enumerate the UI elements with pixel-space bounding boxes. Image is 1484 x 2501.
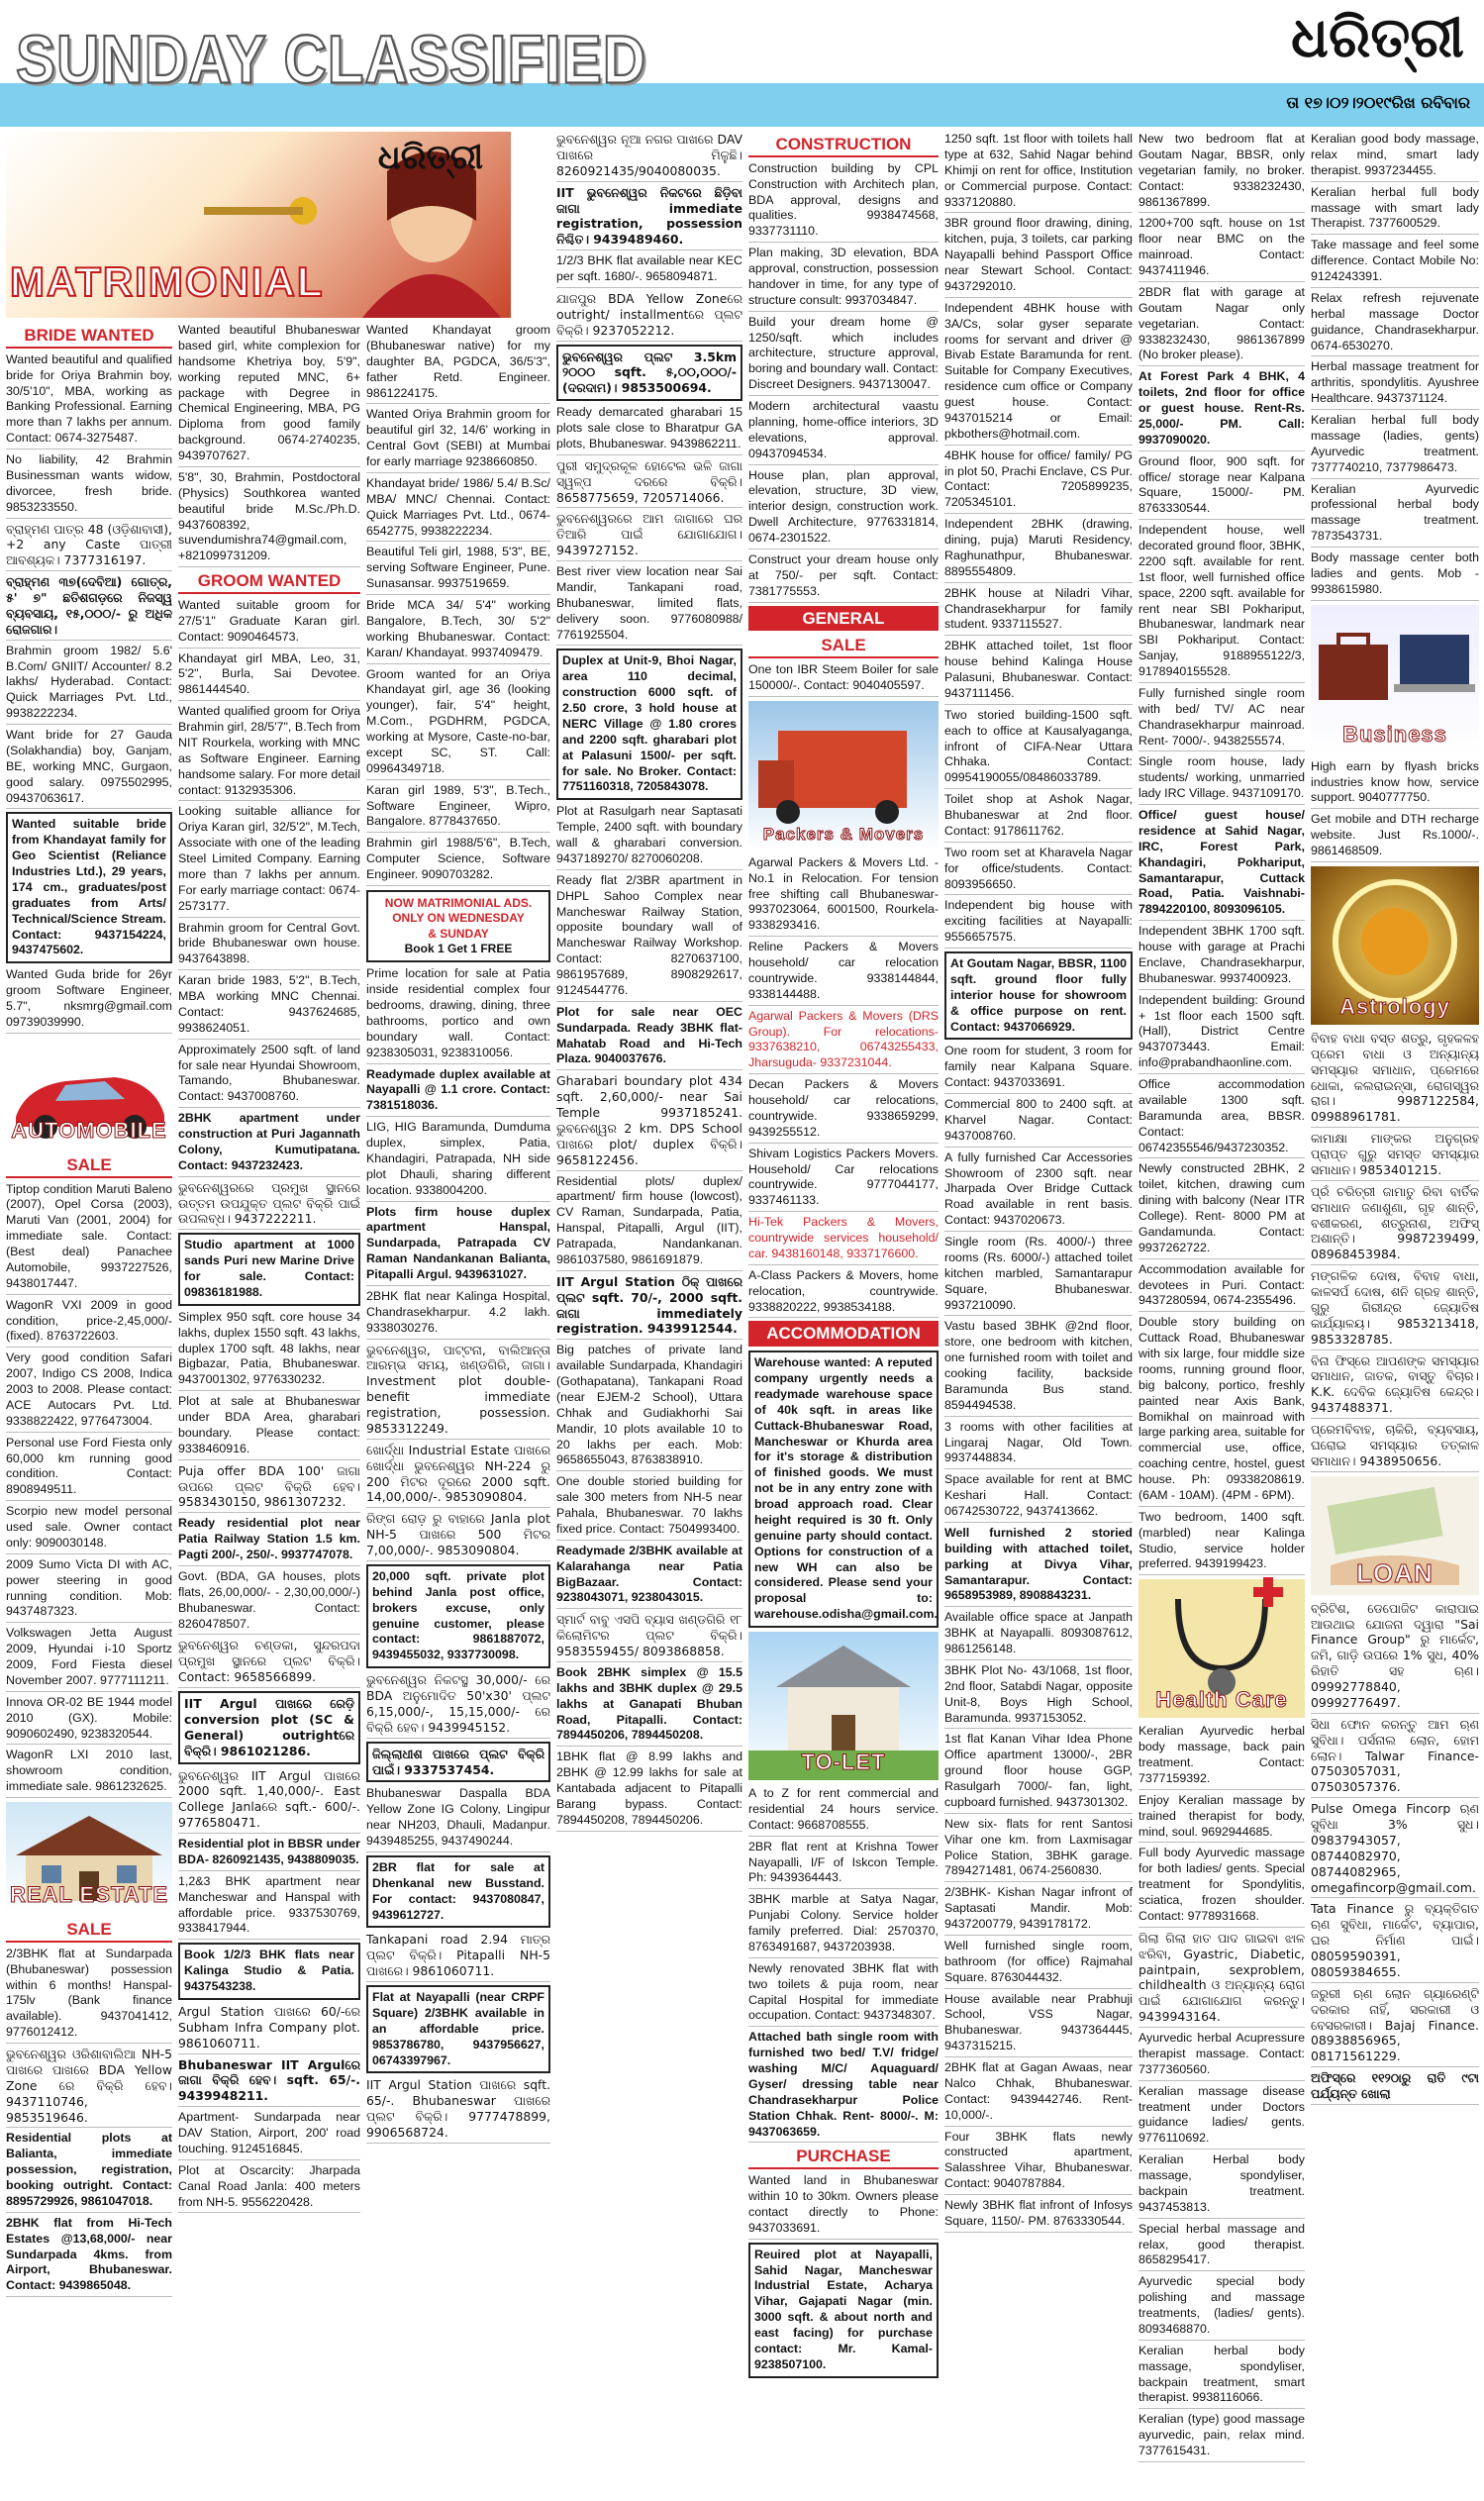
classified-ad: Two bedroom, 1400 sqft. (marbled) near Kalinga Studio, service holder preferred. 9439199423. bbox=[1138, 1510, 1305, 1576]
astrology-banner bbox=[1311, 866, 1479, 1025]
sale-heading: SALE bbox=[6, 1919, 172, 1943]
classified-ad: Wanted suitable bride from Khandayat family for Geo Scientist (Reliance Industries Ltd.), 29 years, 174 cm., graduates/post graduates from Arts/ Technical/Science Stream. Contact: 9437154224, 9437475602. bbox=[6, 812, 172, 963]
classified-ad: Want bride for 27 Gauda (Solakhandia) boy, Ganjam, BE, working MNC, Gurgaon, good salary. 0975502995, 09437063617. bbox=[6, 728, 172, 809]
classified-ad: Herbal massage treatment for arthritis, spondylitis. Ayushree Healthcare. 9437371124. bbox=[1311, 359, 1479, 410]
classified-ad: Fully furnished single room with bed/ TV/ AC near Chandrasekharpur mainroad. Rent- 7000/-. 9438255574. bbox=[1138, 686, 1305, 752]
classified-ad: 2/3BHK flat at Sundarpada (Bhubaneswar) possession within 6 months! Hanspal- 175lv (Bank finance available). 9437041412, 9776012412. bbox=[6, 1947, 172, 2044]
classified-ad: Attached bath single room with furnished two bed/ T.V/ fridge/ washing M/C/ Aquaguard/ Gyser/ dressing table near Chandrasekharpur Police Station Chhak. Rent- 8000/-. M: 9437063659. bbox=[748, 2030, 939, 2143]
classified-ad: Toilet shop at Ashok Nagar, Bhubaneswar at 2nd floor. Contact: 9178611762. bbox=[944, 792, 1133, 843]
classified-ad: Very good condition Safari 2007, Indigo CS 2008, Indica 2003 to 2008. Please contact: ACE Autocars Pvt. Ltd. 9338822422, 9776473004. bbox=[6, 1351, 172, 1432]
classified-ad: 2BHK flat at Gagan Awaas, near Nalco Chhak, Bhubaneswar. Contact: 9439442746. Rent- 10,000/-. bbox=[944, 2060, 1133, 2127]
classified-ad: Simplex 950 sqft. core house 34 lakhs, duplex 1550 sqft. 43 lakhs, duplex 1700 sqft. 48 lakhs, near Bigbazar, Patia, Bhubaneswar. 9437001302, 9776330232. bbox=[178, 1310, 360, 1391]
classified-ad: Hi-Tek Packers & Movers, countrywide services household/ car. 9438160148, 9337176600. bbox=[748, 1215, 939, 1265]
classified-ad: 5'8", 30, Brahmin, Postdoctoral (Physics) Southkorea wanted beautiful bride M.Sc./Ph.D. 9437608392, suvendumishra74@gmail.com, +821099731209. bbox=[178, 470, 360, 567]
classified-ad: Modern architectural vaastu planning, home-office interiors, 3D elevations, approval. 09437094534. bbox=[748, 399, 939, 465]
classified-ad: Wanted suitable groom for 27/5'1" Graduate Karan girl. Contact: 9090464573. bbox=[178, 598, 360, 649]
classified-ad: One room for student, 3 room for family near Kalpana Square. Contact: 9437033691. bbox=[944, 1044, 1133, 1094]
classified-ad: Personal use Ford Fiesta only 60,000 km running good condition. Contact: 8908949511. bbox=[6, 1436, 172, 1502]
astrology-label: Astrology bbox=[1339, 993, 1450, 1019]
classified-ad: New six- flats for rent Santosi Vihar one km. from Laxmisagar Police Station, 3BHK garage. 7894271481, 0674-2560830. bbox=[944, 1817, 1133, 1883]
classified-ad: Ready residential plot near Patia Railway Station 1.5 km. Pagti 200/-, 250/-. 9937747078. bbox=[178, 1516, 360, 1566]
loan-banner bbox=[1311, 1476, 1479, 1595]
classified-ad: 2BHK flat from Hi-Tech Estates @13,68,000/- near Sundarpada 4kms. from Airport, Bhubaneswar. Contact: 9439865048. bbox=[6, 2216, 172, 2297]
classified-ad: ବ୍ରିଟିଶ, ଡେପୋଜିଟ କାରାପାଇ ଆଉଥାଇ ଯୋଜନା ଦ୍ୱାରା "Sai Finance Group" ରୁ ମାର୍କେଟ, ଜମି, ଗାଡ଼ି ଉପରେ 1% ସୁଧ, 40% ରିହାତି ସହ ଋଣ। 09992778840, 09992776497. bbox=[1311, 1601, 1479, 1714]
classified-ad: Approximately 2500 sqft. of land for sale near Hyundai Showroom, Tamando, Bhubaneswar. Contact: 9437008760. bbox=[178, 1043, 360, 1109]
classified-ad: Keralian herbal full body massage with smart lady Therapist. 7377600529. bbox=[1311, 185, 1479, 236]
notice-line: & SUNDAY bbox=[428, 926, 489, 941]
classified-ad: Flat at Nayapalli (near CRPF Square) 2/3BHK available in an affordable price. 9853786780, 9437956627, 06743397967. bbox=[366, 1985, 550, 2073]
classified-ad: 20,000 sqft. private plot behind Janla post office, brokers excuse, only genuine customer, please contact: 9861887072, 9439455032, 9337730098. bbox=[366, 1564, 550, 1668]
classified-ad: Vastu based 3BHK @2nd floor, store, one bedroom with kitchen, one furnished room with toilet and cooking facility, backside Baramunda Bus stand. 8594494538. bbox=[944, 1319, 1133, 1416]
shehnai-pipe-icon bbox=[204, 207, 303, 215]
classified-ad: Tiptop condition Maruti Baleno (2007), Opel Corsa (2003), Maruti Van (2001, 2004) for immediate sale. Contact: (Best deal) Panachee Automobile, 9937227526, 9438017447. bbox=[6, 1182, 172, 1295]
classified-ad: Residential plots/ duplex/ apartment/ firm house (lowcost), CV Raman, Sundarpada, Patia, Hanspal, Pitapalli, Argul (IIT), Patrapada, Nandankanan. 9861037580, 9861691879. bbox=[556, 1174, 742, 1271]
classified-ad: Independent 3BHK 1700 sqft. house with garage at Prachi Enclave, Chandrasekharpur, Bhubaneswar. 9937400923. bbox=[1138, 924, 1305, 990]
classified-ad: 3BHK marble at Satya Nagar, Punjabi Colony. Service holder family preferred. Dial: 2570370, 8763491687, 9437203938. bbox=[748, 1892, 939, 1958]
sale-heading: SALE bbox=[6, 1154, 172, 1178]
classified-ad: Shivam Logistics Packers Movers. Household/ Car relocations countrywide. 9777044177, 9337461133. bbox=[748, 1147, 939, 1213]
classified-ad: Wanted beautiful Bhubaneswar based girl, white complexion for handsome Khetriya boy, 5'9", working reputed MNC, 6+ package with Degree in Chemical Engineering, MBA, PG Diploma from good family background. 0674-2740235, 9439707627. bbox=[178, 323, 360, 467]
bride-wanted-heading: BRIDE WANTED bbox=[6, 325, 172, 349]
classified-ad: IIT Argul Station ପାଖରେ sqft. 65/-. Bhubaneswar ପାଖରେ ପ୍ଲଟ ବିକ୍ରି। 9777478899, 9906568724. bbox=[366, 2077, 550, 2144]
classified-ad: ଜରୁରୀ ଋଣ ଲୋନ ଗ୍ୟାରେଣ୍ଟି ଦରକାର ନାହିଁ, ସରକାରୀ ଓ ବେସରକାରୀ। Bajaj Finance. 08938856965, 08171561229. bbox=[1311, 1986, 1479, 2067]
classified-ad: Puja offer BDA 100' ଜାଗା ଉପରେ ପ୍ଲଟ ବିକ୍ରି ହେବ। 9583430150, 9861307232. bbox=[178, 1463, 360, 1514]
classified-ad: Well furnished single room, bathroom (for office) Rajmahal Square. 8763044432. bbox=[944, 1939, 1133, 1989]
column-2 bbox=[178, 323, 360, 2501]
classified-ad: Take massage and feel some difference. Contact Mobile No: 9124243391. bbox=[1311, 238, 1479, 288]
classified-ad: New two bedroom flat at Goutam Nagar, BBSR, only vegetarian family, no broker. Contact: 9338232430, 9861367899. bbox=[1138, 132, 1305, 213]
classified-ad: 2BHK apartment under construction at Puri Jagannath Colony, Kumutipatana. Contact: 9437232423. bbox=[178, 1111, 360, 1177]
construction-heading: CONSTRUCTION bbox=[748, 134, 939, 157]
classified-ad: ପୁରୀ ସମୁଦ୍ରକୂଳ ହୋଟେଲ ଭଳି ଜାଗା ସ୍ୱଳ୍ପ ଦରରେ ବିକ୍ରି। 8658775659, 7205714066. bbox=[556, 458, 742, 509]
classified-ad: A to Z for rent commercial and residential 24 hours service. Contact: 9668708555. bbox=[748, 1786, 939, 1837]
classified-ad: 1st flat Kanan Vihar Idea Phone Office apartment 13000/-, 2BR ground floor house GGP, Rasulgarh 7000/- fan, light, cupboard furnished. 9437301302. bbox=[944, 1732, 1133, 1813]
classified-ad: Warehouse wanted: A reputed company urgently needs a readymade warehouse space of 40k sqft. in areas like Cuttack-Bhubaneswar Road, Mancheswar or Khurda area for it's storage & distribution of finished goods. We must not be in any entry zone with broad approach road. Clear height required is 30 ft. Only genuine party should contact. Options for construction of a new WH can also be considered. Please send your proposal to: warehouse.odisha@gmail.com. bbox=[748, 1351, 939, 1628]
matrimonial-offer-notice bbox=[366, 890, 550, 962]
classified-ad: Accommodation available for devotees in Puri. Contact: 9437280594, 0674-2355496. bbox=[1138, 1262, 1305, 1313]
classified-ad: House available near Prabhuji School, VSS Nagar, Bhubaneswar. 9437364445, 9437315215. bbox=[944, 1992, 1133, 2058]
automobile-label: AUTOMOBILE bbox=[11, 1117, 167, 1143]
classified-ad: Readymade duplex available at Nayapalli @ 1.1 crore. Contact: 7381518036. bbox=[366, 1067, 550, 1118]
business-label: Business bbox=[1342, 722, 1447, 748]
classified-ad: Well furnished 2 storied building with attached toilet, parking at Divya Vihar, Samantarapur. Contact: 9658953989, 8908843231. bbox=[944, 1526, 1133, 1607]
notice-line: ONLY ON WEDNESDAY bbox=[392, 911, 525, 926]
classified-ad: Plot at Oscarcity: Jharpada Canal Road Janla: 400 meters from NH-5. 9556220428. bbox=[178, 2163, 360, 2214]
classified-ad: 1200+700 sqft. house on 1st floor near BMC on the mainroad. Contact: 9437411946. bbox=[1138, 216, 1305, 282]
classified-ad: Relax refresh rejuvenate herbal massage Doctor guidance, Chandrasekharpur. 0674-6530270. bbox=[1311, 291, 1479, 357]
classified-ad: 2BDR flat with garage at Goutam Nagar only vegetarian. Contact: 9338232430, 9861367899 (No broker please). bbox=[1138, 285, 1305, 366]
column-3 bbox=[366, 323, 550, 2501]
classified-ad: ପ୍ରେମବିବାହ, ଚାକିରି, ବ୍ୟବସାୟ, ଘରୋଇ ସମସ୍ୟାର ତତ୍‌କାଳ ସମାଧାନ। 9438950656. bbox=[1311, 1422, 1479, 1472]
notice-line: Book 1 Get 1 FREE bbox=[404, 941, 513, 955]
classified-ad: Get mobile and DTH recharge website. Just Rs.1000/-. 9861468509. bbox=[1311, 812, 1479, 862]
classified-ad: Wanted qualified groom for Oriya Brahmin girl, 28/5'7", B.Tech from NIT Rourkela, working with MNC as Software Engineer. Earning handsome salary. For more detail contact: 9132935306. bbox=[178, 704, 360, 801]
column-8 bbox=[1311, 132, 1479, 2310]
classified-ad: Agarwal Packers & Movers Ltd. - No.1 in Relocation. For tension free shifting call Bhubaneswar- 9937023064, 6001500, Rourkela- 9338293416. bbox=[748, 855, 939, 937]
classified-ad: 2BR flat rent at Krishna Tower Nayapalli, I/F of Iskcon Temple. Ph: 9439364443. bbox=[748, 1840, 939, 1890]
to-let-label: TO-LET bbox=[801, 1749, 886, 1774]
classified-ad: Keralian (type) good massage ayurvedic, pain, relax mind. 7377615431. bbox=[1138, 2412, 1305, 2462]
classified-ad: Bride MCA 34/ 5'4" working Bangalore, B.Tech, 30/ 5'2" working Bhubaneswar. Contact: Karan/ Khandayat. 9937409479. bbox=[366, 598, 550, 664]
page-title: SUNDAY CLASSIFIED bbox=[16, 21, 647, 98]
classified-ad: IIT ଭୁବନେଶ୍ୱର ନିକଟରେ ଛିଡ଼ିବା ଜାଗା immediate registration, possession ନିଶ୍ଚିତ। 9439489460. bbox=[556, 185, 742, 251]
classified-ad: Gharabari boundary plot 434 sqft. 2,60,000/- near Sai Temple 9937185241. ଭୁବନେଶ୍ୱର 2 km. DPS School ପାଖରେ plot/ duplex ବିକ୍ରି। 9658122456. bbox=[556, 1073, 742, 1170]
matrimonial-logo: ଧରିତ୍ରୀ bbox=[377, 138, 483, 177]
footer-note: ଅଫିସ୍‌ରେ ୧୧୨ଠାରୁ ରାତି ୯ଟା ପର୍ଯ୍ୟନ୍ତ ଖୋଲା bbox=[1311, 2070, 1479, 2105]
column-6 bbox=[944, 132, 1133, 2310]
classified-ad: Tata Finance ରୁ ବ୍ୟକ୍ତିଗତ ଋଣ ସୁବିଧା, ମାର୍କେଟ, ବ୍ୟାପାର, ଘର ନିର୍ମାଣ ପାଇଁ। 08059590391, 08059384655. bbox=[1311, 1901, 1479, 1982]
classified-ad: Office/ guest house/ residence at Sahid Nagar, IRC, Forest Park, Khandagiri, Pokhariput, Samantarapur, Cuttack Road, Patia. Vaishnabi- 7894220100, 8093096105. bbox=[1138, 808, 1305, 921]
classified-ad: ସିଧା ଫୋନ କରନ୍ତୁ ଆମ ଋଣ ସୁବିଧା। ପର୍ସନାଲ ଲୋନ, ହୋମ ଲୋନ। Talwar Finance- 07503057031, 07503057376. bbox=[1311, 1717, 1479, 1798]
classified-ad: Body massage center both ladies and gents. Mob - 9938615980. bbox=[1311, 550, 1479, 601]
column-1 bbox=[6, 323, 172, 2501]
classified-ad: Construct your dream house only at 750/- per sqft. Contact: 7381775553. bbox=[748, 552, 939, 603]
classified-ad: WagonR LXI 2010 last, showroom condition, immediate sale. 9861232625. bbox=[6, 1748, 172, 1798]
classified-ad: Keralian herbal full body massage (ladies, gents) Ayurvedic treatment. 7377740210, 7377986473. bbox=[1311, 413, 1479, 479]
classified-ad: LIG, HIG Baramunda, Dumduma duplex, simplex, Patia, Khandagiri, Patrapada, NH side plot Dhauli, sharing different location. 9338004200. bbox=[366, 1120, 550, 1201]
classified-ad: ଯାଜପୁର BDA Yellow Zoneରେ outright/ installmentରେ ପ୍ଲଟ ବିକ୍ରି। 9237052212. bbox=[556, 291, 742, 342]
classified-ad: Ready demarcated gharabari 15 plots sale close to Bharatpur GA plots, Bhubaneswar. 9439862211. bbox=[556, 405, 742, 455]
classified-ad: Plots firm house duplex apartment Hanspal, Sundarpada, Patrapada CV Raman Nandankanan Balianta, Pitapalli Argul. 9439631027. bbox=[366, 1205, 550, 1286]
classified-ad: Single room (Rs. 4000/-) three rooms (Rs. 6000/-) attached toilet kitchen marbled, Samantarapur Square, Bhubaneswar. 9937210090. bbox=[944, 1235, 1133, 1316]
classified-ad: 1BHK flat @ 8.99 lakhs and 2BHK @ 12.99 lakhs for sale at Kantabada adjacent to Pitapalli Barang bypass. Contact: 7894450208, 7894450206. bbox=[556, 1750, 742, 1831]
classified-ad: ରିଙ୍ଗ ରୋଡ଼ ରୁ ବାହାରେ Janla plot NH-5 ପାଖରେ 500 ମିଟର 7,00,000/-. 9853090804. bbox=[366, 1511, 550, 1561]
classified-ad: ଭୁବନେଶ୍ୱର IIT Argul ପାଖରେ 2000 sqft. 1,40,000/-. East College Janlaରେ sqft.- 600/-. 9776580471. bbox=[178, 1768, 360, 1835]
classified-ad: ବ୍ରାହ୍ମଣ ପାତ୍ର 48 (ଓଡ଼ିଶାବାସୀ), +2 any Caste ପାତ୍ରୀ ଆବଶ୍ୟକ। 7377316197. bbox=[6, 522, 172, 572]
classified-ad: IIT Argul Station ଠିକ୍‌ ପାଖରେ ପ୍ଲଟ sqft. 70/-, 2000 sqft. ଜାଗା immediately registration. 9439912544. bbox=[556, 1274, 742, 1341]
real-estate-label: REAL ESTATE bbox=[9, 1881, 169, 1907]
classified-ad: No liability, 42 Brahmin Businessman wants widow, divorcee, fresh bride. 9853233550. bbox=[6, 452, 172, 519]
business-banner bbox=[1311, 605, 1479, 753]
classified-ad: Build your dream home @ 1250/sqft. which includes architecture, structure approval, boring and boundary wall. Contact: Discreet Designers. 9437130047. bbox=[748, 315, 939, 396]
classified-ad: Bhubaneswar IIT Argulରେ ଜାଗା ବିକ୍ରି ହେବ। sqft. 65/-. 9439948211. bbox=[178, 2057, 360, 2108]
matrimonial-banner bbox=[6, 132, 511, 318]
classified-ad: Beautiful Teli girl, 1988, 5'3", BE, serving Software Engineer, Pune. Sunasansar. 9937519659. bbox=[366, 545, 550, 595]
classified-ad: Reuired plot at Nayapalli, Sahid Nagar, Mancheswar Industrial Estate, Acharya Vihar, Gajapati Nagar (min. 3000 sqft. & about north and east facing) for purchase contact: Mr. Kamal- 9238507100. bbox=[748, 2243, 939, 2378]
accommodation-heading: ACCOMMODATION bbox=[748, 1321, 939, 1347]
classified-ad: One double storied building for sale 300 meters from NH-5 near Pahala, Bhubaneswar. 70 lakhs fixed price. Contact: 7504993400. bbox=[556, 1474, 742, 1541]
classified-ad: Wanted land in Bhubaneswar within 10 to 30km. Owners please contact directly to Phone: 9437033691. bbox=[748, 2173, 939, 2240]
classified-ad: IIT Argul ପାଖରେ ରେଡ଼ି conversion plot (SC & General) outrightରେ ବିକ୍ରି। 9861021286. bbox=[178, 1691, 360, 1764]
classified-ad: Scorpio new model personal used sale. Owner contact only: 9090030148. bbox=[6, 1504, 172, 1554]
classified-ad: ଭୁବନେଶ୍ୱରରେ ପ୍ରମୁଖ ସ୍ଥାନରେ ଉତ୍ତମ ଉପଯୁକ୍ତ ପ୍ଲଟ ବିକ୍ରି ପାଇଁ ଉପଲବ୍ଧ। 9437222211. bbox=[178, 1180, 360, 1231]
classified-ad: Plan making, 3D elevation, BDA approval, construction, possession handover in time, for any type of structure consult: 9937034847. bbox=[748, 246, 939, 312]
classified-ad: କାମାକ୍ଷା ମାଙ୍କର ଅନୁଗ୍ରହ ପ୍ରାପ୍ତ ଗୁରୁ ସମସ୍ତ ସମସ୍ୟାର ସମାଧାନ। 9853401215. bbox=[1311, 1131, 1479, 1181]
classified-ad: Commercial 800 to 2400 sqft. at Kharvel Nagar. Contact: 9437008760. bbox=[944, 1097, 1133, 1148]
classified-ad: 2009 Sumo Victa DI with AC, power steering in good running condition. Mob: 9437487323. bbox=[6, 1557, 172, 1624]
classified-ad: A-Class Packers & Movers, home relocation, countrywide. 9338820222, 9938534188. bbox=[748, 1268, 939, 1319]
classified-ad: 2BHK house at Niladri Vihar, Chandrasekharpur for family student. 9337115527. bbox=[944, 586, 1133, 637]
automobile-banner bbox=[6, 1038, 172, 1149]
classified-ad: Apartment- Sundarpada near DAV Station, Airport, 200' road touching. 9124516845. bbox=[178, 2110, 360, 2160]
classified-ad: Keralian herbal body massage, spondyliser, backpain treatment, smart therapist. 9938116066. bbox=[1138, 2344, 1305, 2410]
classified-ad: Double story building on Cuttack Road, Bhubaneswar with six large, four middle size rooms, running ground floor, big balcony, portico, freshly painted near Axis Bank, Bomikhal on mainroad with large parking area, suitable for commercial use, office, coaching centre, hostel, guest house. Ph: 09338208619. (6AM - 10AM). (4PM - 6PM). bbox=[1138, 1315, 1305, 1507]
classified-ad: Decan Packers & Movers household/ car relocations, countrywide. 9338659299, 9439255512. bbox=[748, 1077, 939, 1144]
classified-ad: Independent house, well decorated ground floor, 3BHK, 2200 sqft. available for rent. 1st floor, well furnished office space, 2200 sqft. available for rent near SBI Pokhariput, Bhubaneswar, landmark near SBI Pokhariput. Contact: Sanjay, 9188955122/3, 9178940155528. bbox=[1138, 523, 1305, 683]
classified-ad: ପ୍ରଁ ଚରିତ୍ରୀ ଜାମାତୁ ରିବା ବାର୍ତିକ ସମାଧାନ ଜଣାଶୁଣା, ଗୃହ ଶାନ୍ତି, ବଶୀକରଣ, ଶତ୍ରୁନାଶ, ଅଫିସ୍‌ ଅଶାନ୍ତି। 9987239499, 08968453984. bbox=[1311, 1184, 1479, 1265]
classified-ad: ଭୁବନେଶ୍ୱର ନୂଆ ନଗର ପାଖରେ DAV ପାଖରେ ମିଳୁଛି। 8260921435/9040080035. bbox=[556, 132, 742, 182]
classified-ad: 1/2/3 BHK flat available near KEC per sqft. 1680/-. 9658094871. bbox=[556, 253, 742, 288]
classified-ad: ବିବାହ ବାଧା ବସ୍ତ ଶତ୍ରୁ, ଗୃହକଳହ ପ୍ରେମ ବାଧା ଓ ଅନ୍ୟାନ୍ୟ ସମସ୍ୟାର ସମାଧାନ, ପ୍ରେମରେ ଧୋକା, କଲରାଇନ୍‌ସା, ରୋଗସ୍ୱର ରାଗ। 9987122584, 09988961781. bbox=[1311, 1031, 1479, 1128]
classified-ad: Special herbal massage and relax, good therapist. 8658295417. bbox=[1138, 2222, 1305, 2272]
classified-ad: Book 1/2/3 BHK flats near Kalinga Studio & Patia. 9437543238. bbox=[178, 1943, 360, 2000]
classified-ad: ଭୁବନେଶ୍ୱର, ପାଟ୍ଟନା, ବାଲିଆନ୍ତା ଆରମ୍ଭ ସମୟ, ଖଣ୍ଡଗିରି, ଜାଗା। Investment plot double- benefit immediate registration, possession. 9853312249. bbox=[366, 1343, 550, 1440]
classified-ad: At Goutam Nagar, BBSR, 1100 sqft. ground floor fully interior house for showroom & office purpose on rent. Contact: 9437066929. bbox=[944, 951, 1133, 1040]
classified-ad: Volkswagen Jetta August 2009, Hyundai i-10 Sportz 2009, Ford Fiesta diesel November 2007. 9777111211. bbox=[6, 1626, 172, 1692]
classified-ad: ବିନା ଫିସ୍‌ରେ ଆପଣଙ୍କ ସମସ୍ୟାର ସମାଧାନ, ଜାତକ, ବାସ୍ତୁ ବିଚାର। K.K. ଦେବିକ ଜ୍ୟୋତିଷ କେନ୍ଦ୍ର। 9437488371. bbox=[1311, 1353, 1479, 1420]
classified-ad: ଗିଲା ଗିଲା ହାତ ପାଦ ଗାଇବା ଝାଳ ଝରିବା, Gyastric, Diabetic, paintpain, sexproblem, childhealth ଓ ଅନ୍ୟାନ୍ୟ ରୋଗ ପାଇଁ ଯୋଗାଯୋଗ କରନ୍ତୁ। 9439943164. bbox=[1138, 1931, 1305, 2028]
classified-ad: Residential plots at Balianta, immediate possession, registration, booking outright. Contact: 8895729926, 9861047018. bbox=[6, 2131, 172, 2212]
classified-ad: ଭୁବନେଶ୍ୱର ପ୍ଲଟ 3.5km ୨୦୦୦ sqft. ୫,୦୦,୦୦୦/- (ଦରଦାମ)। 9853500694. bbox=[556, 345, 742, 402]
classified-ad: Keralian Herbal body massage, spondyliser, backpain treatment. 9437453813. bbox=[1138, 2152, 1305, 2219]
classified-ad: Four 3BHK flats newly constructed apartment, Salasshree Vihar, Bhubaneswar. Contact: 9040787884. bbox=[944, 2130, 1133, 2196]
classified-ad: Readymade 2/3BHK available at Kalarahanga near Patia BigBazaar. Contact: 9238043071, 9238043015. bbox=[556, 1544, 742, 1610]
loan-label: LOAN bbox=[1356, 1558, 1434, 1589]
classified-ad: Big patches of private land available Sundarpada, Khandagiri (Gothapatana), Tankapani Road (near EJEM-2 School), Uttara Chhak and Gudiakhorhi Sai Mandir, 10 plots available 10 to 20 lakhs per each. Mob: 9658655043, 8763838910. bbox=[556, 1343, 742, 1471]
classified-ad: Two room set at Kharavela Nagar for office/students. Contact: 8093956650. bbox=[944, 846, 1133, 896]
classified-ad: Keralian Ayurvedic professional herbal body massage treatment. 7873543731. bbox=[1311, 482, 1479, 549]
classified-ad: 1250 sqft. 1st floor with toilets hall type at 632, Sahid Nagar behind Khimji on rent for office, Institution or Commercial purpose. Contact: 9337120880. bbox=[944, 132, 1133, 213]
column-4 bbox=[556, 132, 742, 2310]
classified-ad: Ayurvedic herbal Acupressure therapist massage. Contact: 7377360560. bbox=[1138, 2031, 1305, 2081]
classified-ad: Wanted Khandayat groom (Bhubaneswar native) for my daughter BA, PGDCA, 36/5'3", father Retd. Engineer. 9861224175. bbox=[366, 323, 550, 404]
classified-ad: Residential plot in BBSR under BDA- 8260921435, 9438809035. bbox=[178, 1837, 360, 1871]
packers-banner bbox=[748, 701, 939, 850]
sale-heading: SALE bbox=[748, 635, 939, 658]
classified-ad: Ground floor, 900 sqft. for office/ storage near Kalpana Square, 15000/- PM. 8763330544. bbox=[1138, 454, 1305, 521]
classified-ad: Duplex at Unit-9, Bhoi Nagar, area 110 decimal, construction 6000 sqft. of 2.50 crore, 3 hold house at NERC Village @ 1.80 crores and 2200 sqft. gharabari plot at Palasuni 1500/- per sqft. for sale. No Broker. Contact: 7751160318, 7205843078. bbox=[556, 649, 742, 800]
newspaper-logo: ଧରିତ୍ରୀ bbox=[1291, 6, 1464, 70]
classified-ad: Independent 2BHK (drawing, dining, puja) Maruti Residency, Raghunathpur, Bhubaneswar. 8895554809. bbox=[944, 517, 1133, 583]
classified-ad: Brahmin groom 1982/ 5.6' B.Com/ GNIIT/ Accounter/ 8.2 lakhs/ Hyderabad. Contact: Quick Marriages Pvt. Ltd., 9938222234. bbox=[6, 644, 172, 725]
classified-ad: ଭୁବନେଶ୍ୱର ଓରିଶାବାଲିଆ NH-5 ପାଖରେ ପାଖରେ BDA Yellow Zone ରେ ବିକ୍ରି ହେବ। 9437110746, 9853519646. bbox=[6, 2047, 172, 2128]
classified-ad: Space available for rent at BMC Keshari Hall. Contact: 06742530722, 9437413662. bbox=[944, 1472, 1133, 1523]
issue-date: ତା ୧୭।୦୨।୨୦୧୯ରିଖ ରବିବାର bbox=[1286, 93, 1470, 112]
classified-ad: ଭୁବନେଶ୍ୱର ନିକଟସ୍ଥ 30,000/- ରେ BDA ଅନୁମୋଦିତ 50'x30' ପ୍ଲଟ 6,15,000/-, 15,15,000/- ରେ ବିକ୍ରି ହେବ। 9439945152. bbox=[366, 1672, 550, 1739]
classified-ad: WagonR VXI 2009 in good condition, price-2,45,000/- (fixed). 8763722603. bbox=[6, 1298, 172, 1349]
classified-ad: 2/3BHK- Kishan Nagar infront of Saptasati Mandir. Mob: 9437200779, 9439178172. bbox=[944, 1885, 1133, 1936]
page-header bbox=[0, 0, 1484, 112]
classified-ad: Brahmin girl 1988/5'6", B.Tech, Computer Science, Software Engineer. 9090703282. bbox=[366, 836, 550, 886]
classified-ad: Bhubaneswar Daspalla BDA Yellow Zone IG Colony, Lingipur near NH203, Dhauli, Madanpur. 9439485255, 9437490244. bbox=[366, 1786, 550, 1852]
groom-wanted-heading: GROOM WANTED bbox=[178, 570, 360, 594]
classified-ad: Book 2BHK simplex @ 15.5 lakhs and 3BHK duplex @ 29.5 lakhs at Ganapati Bhuban Road, Pitapalli. Contact: 7894450206, 7894450208. bbox=[556, 1665, 742, 1747]
classified-ad: Newly 3BHK flat infront of Infosys Square, 1150/- PM. 8763330544. bbox=[944, 2198, 1133, 2233]
classified-ad: Pulse Omega Fincorp ଋଣ ସୁବିଧା 3% ସୁଧ। 09837943057, 08744082970, 08744082965, omegafincorp@gmail.com. bbox=[1311, 1801, 1479, 1898]
column-5 bbox=[748, 132, 939, 2371]
classified-ad: ବ୍ରାହ୍ମଣ ୩୭(ଦେବିଆ) ଗୋତ୍ର, ୫' ୭" ଛତିଶଗଡ଼ରେ ନିଜସ୍ୱ ବ୍ୟବସାୟ, ୧୫,୦୦୦/- ରୁ ଅଧିକ ରୋଜଗାର। bbox=[6, 574, 172, 641]
classified-ad: Khandayat girl MBA, Leo, 31, 5'2", Burla, Sai Devotee. 9861444540. bbox=[178, 651, 360, 702]
classified-ad: Best river view location near Sai Mandir, Tankapani road, Bhubaneswar, limited flats, delivery soon. 9776080988/ 7761925504. bbox=[556, 564, 742, 646]
classified-ad: At Forest Park 4 BHK, 4 toilets, 2nd floor for office or guest house. Rent-Rs. 25,000/- PM. Call: 9937090020. bbox=[1138, 369, 1305, 450]
classified-ad: Plot for sale near OEC Sundarpada. Ready 3BHK flat- Mahatab Road and Hi-Tech Plaza. 9040037676. bbox=[556, 1005, 742, 1071]
classified-ad: Govt. (BDA, GA houses, plots flats, 26,00,000/- - 2,30,00,000/-) Bhubaneswar. Contact: 8260478507. bbox=[178, 1569, 360, 1636]
classified-ad: Looking suitable alliance for Oriya Karan girl, 32/5'2", M.Tech, Associate with one of the leading Steel Limited Company. Earning more than 7 lakhs per annum. For early marriage contact: 0674-2573177. bbox=[178, 804, 360, 917]
classified-ad: Independent 4BHK house with 3A/Cs, solar gyser separate rooms for servant and driver @ Bivab Estate Baramunda for rent. Suitable for Company Executives, residence cum office or Company guest house. Contact: 9437015214 or Email: pkbothers@hotmail.com. bbox=[944, 301, 1133, 446]
classified-ad: Keralian massage disease treatment under Doctors guidance ladies/ gents. 9776110692. bbox=[1138, 2084, 1305, 2151]
classified-ad: Independent big house with exciting facilities at Nayapalli: 9556657575. bbox=[944, 898, 1133, 949]
classified-ad: Argul Station ପାଖରେ 60/-ରେ Subham Infra Company plot. 9861060711. bbox=[178, 2004, 360, 2054]
classified-ad: ଭୁବନେଶ୍ୱର ଚଣ୍ଡକା, ସୁନ୍ଦରପଦା ପ୍ରମୁଖ ସ୍ଥାନରେ ପ୍ଲଟ ବିକ୍ରି। Contact: 9658566899. bbox=[178, 1638, 360, 1688]
classified-ad: Plot at Rasulgarh near Saptasati Temple, 2400 sqft. with boundary wall & gharabari conversion. 9437189270/ 8270060208. bbox=[556, 804, 742, 870]
classified-ad: House plan, plan approval, elevation, structure, 3D view, interior design, construction work. Dwell Architecture, 9776331814, 0674-2301522. bbox=[748, 468, 939, 550]
classified-ad: Karan girl 1989, 5'3", B.Tech., Software Engineer, Wipro, Bangalore. 8778437650. bbox=[366, 783, 550, 834]
classified-ad: 3 rooms with other facilities at Lingaraj Nagar, Old Town. 9937448834. bbox=[944, 1420, 1133, 1470]
classified-ad: Wanted Guda bride for 26yr groom Software Engineer, 5.7", nksmrg@gmail.com 09739039990. bbox=[6, 967, 172, 1034]
classified-ad: Single room house, lady students/ working, unmarried lady IRC Village. 9437109170. bbox=[1138, 754, 1305, 805]
classified-ad: A fully furnished Car Accessories Showroom of 2300 sqft. near Jharpada Over Bridge Cuttack Road available in rent basis. Contact: 9437020673. bbox=[944, 1150, 1133, 1232]
classified-ad: ଭୁବନେଶ୍ୱରରେ ଆମ ଜାଗାରେ ଘର ତିଆରି ପାଇଁ ଯୋଗାଯୋଗ। 9439727152. bbox=[556, 511, 742, 561]
classified-ad: 1,2&3 BHK apartment near Mancheswar and Hanspal with affordable price. 9337530769, 9338417944. bbox=[178, 1874, 360, 1941]
classified-ad: Keralian good body massage, relax mind, smart lady therapist. 9937234455. bbox=[1311, 132, 1479, 182]
classified-ad: ଜିଲ୍ଲାଧୀଶ ପାଖରେ ପ୍ଲଟ ବିକ୍ରି ପାଇଁ। 9337537454. bbox=[366, 1742, 550, 1783]
classified-ad: 3BR ground floor drawing, dining, kitchen, puja, 3 toilets, car parking Nayapalli behind Passport Office near Stewart School. Contact: 9437292010. bbox=[944, 216, 1133, 297]
classified-ad: 2BR flat for sale at Dhenkanal new Busstand. For contact: 9437080847, 9439612727. bbox=[366, 1855, 550, 1929]
classified-ad: Wanted beautiful and qualified bride for Oriya Brahmin boy, 30/5'10", MBA, working as Banking Professional. Earning more than 7 lakhs per annum. Contact: 0674-3275487. bbox=[6, 352, 172, 450]
purchase-heading: PURCHASE bbox=[748, 2146, 939, 2169]
classified-ad: 2BHK attached toilet, 1st floor house behind Kalinga House Palasuni, Bhubaneswar. Contact: 9437111456. bbox=[944, 639, 1133, 705]
classified-ad: ମଙ୍ଗଳିକ ଦୋଷ, ବିବାହ ବାଧା, କାଳସର୍ପ ଦୋଷ, ଶନି ଗ୍ରହ ଶାନ୍ତି, ଗୁରୁ ଗିରୀନ୍ଦ୍ର ଜ୍ୟୋତିଷ କାର୍ଯ୍ୟାଳୟ। 9853213418, 9853328785. bbox=[1311, 1268, 1479, 1350]
classified-ad: Wanted Oriya Brahmin groom for beautiful girl 32, 14/6' working in Central Govt (SEBI) at Mumbai for early marriage 9238660850. bbox=[366, 407, 550, 473]
general-heading: GENERAL bbox=[748, 606, 939, 632]
classified-ad: Khandayat bride/ 1986/ 5.4/ B.Sc/ MBA/ MNC/ Chennai. Contact: Quick Marriages Pvt. Ltd., 0674-6542775, 9938222234. bbox=[366, 476, 550, 543]
classified-ad: Available office space at Janpath 3BHK at Nayapalli. 8093087612, 9861256148. bbox=[944, 1610, 1133, 1660]
bride-saree-icon bbox=[362, 274, 501, 318]
classified-ad: One ton IBR Steem Boiler for sale 150000/-. Contact: 9040405597. bbox=[748, 662, 939, 697]
classified-ad: Agarwal Packers & Movers (DRS Group). For relocations- 9337638210, 06743255433, Jharsuguda- 9337231044. bbox=[748, 1009, 939, 1075]
classified-ad: Prime location for sale at Patia inside residential complex four bedrooms, drawing, dining, three bathrooms, portico and own boundary wall. Contact: 9238305031, 9238310056. bbox=[366, 966, 550, 1063]
matrimonial-title: MATRIMONIAL bbox=[10, 258, 325, 305]
column-7 bbox=[1138, 132, 1305, 2457]
classified-ad: 4BHK house for office/ family/ PG in plot 50, Prachi Enclave, CS Pur. Contact: 7205899235, 7205345101. bbox=[944, 449, 1133, 515]
classified-ad: Tankapani road 2.94 ମାତ୍ର ପ୍ଲଟ ବିକ୍ରି। Pitapalli NH-5 ପାଖରେ। 9861060711. bbox=[366, 1932, 550, 1982]
real-estate-banner bbox=[6, 1802, 172, 1913]
classified-ad: Newly renovated 3BHK flat with two toilets & puja room, near Capital Hospital for immediate occupation. Contact: 9437348307. bbox=[748, 1961, 939, 2028]
classified-ad: Reline Packers & Movers household/ car relocation countrywide. 9338144844, 9338144488. bbox=[748, 940, 939, 1006]
classified-ad: High earn by flyash bricks industries know how, service support. 9040777750. bbox=[1311, 759, 1479, 810]
classified-ad: 2BHK flat near Kalinga Hospital, Chandrasekharpur. 4.2 lakh. 9338030276. bbox=[366, 1289, 550, 1340]
health-care-banner bbox=[1138, 1579, 1305, 1718]
classified-ad: Brahmin groom for Central Govt. bride Bhubaneswar own house. 9437643898. bbox=[178, 921, 360, 971]
classified-ad: Karan bride 1983, 5'2", B.Tech, MBA working MNC Chennai. Contact: 9437624685, 9938624051. bbox=[178, 973, 360, 1040]
to-let-banner bbox=[748, 1632, 939, 1780]
packers-label: Packers & Movers bbox=[762, 825, 925, 844]
health-care-label: Health Care bbox=[1155, 1687, 1288, 1713]
classified-ad: Ready flat 2/3BR apartment in DHPL Sahoo Complex near Mancheswar Railway Station, opposite boundary wall of Mancheswar Railway Workshop. Contact: 8270637100, 9861957689, 8908292617, 9124544776. bbox=[556, 873, 742, 1002]
classified-ad: Construction building by CPL Construction with Architech plan, BDA approval, designs and qualities. 9938474568, 9337731110. bbox=[748, 161, 939, 243]
classified-ad: Two storied building-1500 sqft. each to office at Kausalyaganga, infront of CIFA-Near Uttara Chhaka. Contact: 09954190055/08486033789. bbox=[944, 708, 1133, 789]
classified-ad: Keralian Ayurvedic herbal body massage, back pain treatment. Contact: 7377159392. bbox=[1138, 1724, 1305, 1790]
classified-ad: Independent building: Ground + 1st floor each 1500 sqft. (Hall), District Centre 9437073443. Email: info@prabandhaonline.com. bbox=[1138, 993, 1305, 1074]
classified-ad: 3BHK Plot No- 43/1068, 1st floor, 2nd floor, Satabdi Nagar, opposite Unit-8, Boys High School, Baramunda. 9937153052. bbox=[944, 1663, 1133, 1730]
classified-ad: Plot at sale at Bhubaneswar under BDA Area, gharabari boundary. Please contact: 9338460916. bbox=[178, 1394, 360, 1460]
classified-ad: Full body Ayurvedic massage for both ladies/ gents. Special treatment for Spondylitis, sciatica, frozen shoulder. Contact: 9778931668. bbox=[1138, 1846, 1305, 1927]
classified-ad: Innova OR-02 BE 1944 model 2010 (GX). Mobile: 9090602490, 9238320544. bbox=[6, 1695, 172, 1746]
classified-ad: Enjoy Keralian massage by trained therapist for body, mind, soul. 9692944685. bbox=[1138, 1793, 1305, 1844]
classified-ad: Newly constructed 2BHK, 2 toilet, kitchen, drawing cum dining with balcony (Near ITR College). Rent- 8000 PM at Gandamunda. Contact: 9937262722. bbox=[1138, 1161, 1305, 1258]
classified-ad: Ayurvedic special body polishing and massage treatments, (ladies/ gents). 8093468870. bbox=[1138, 2274, 1305, 2341]
classified-ad: Office accommodation available 1300 sqft. Baramunda area, BBSR. Contact: 06742355546/9437230352. bbox=[1138, 1077, 1305, 1158]
classified-ad: Groom wanted for an Oriya Khandayat girl, age 36 (looking younger), fair, 5'4" height, M.Com., PGDHRM, PGDCA, working at Mysore, Caste-no-bar, except SC, ST. Call: 09964349718. bbox=[366, 667, 550, 780]
classified-ad: ସ୍ମାର୍ଟ ବାବୁ ଏସପି ବ୍ୟାସ ଖଣ୍ଡଗିରି ୧୮ କିଲୋମିଟର ପ୍ଲଟ ବିକ୍ରି। 9583559455/ 8093868858. bbox=[556, 1612, 742, 1662]
classified-ad: ଖୋର୍ଦ୍ଧା Industrial Estate ପାଖରେ ଖୋର୍ଦ୍ଧା ଭୁବନେଶ୍ୱର NH-224 ରୁ 200 ମିଟର ଦୂରରେ 2000 sqft. 14,00,000/-. 9853090804. bbox=[366, 1443, 550, 1509]
notice-line: NOW MATRIMONIAL ADS. bbox=[384, 895, 533, 910]
classified-ad: Studio apartment at 1000 sands Puri new Marine Drive for sale. Contact: 09836181988. bbox=[178, 1233, 360, 1306]
